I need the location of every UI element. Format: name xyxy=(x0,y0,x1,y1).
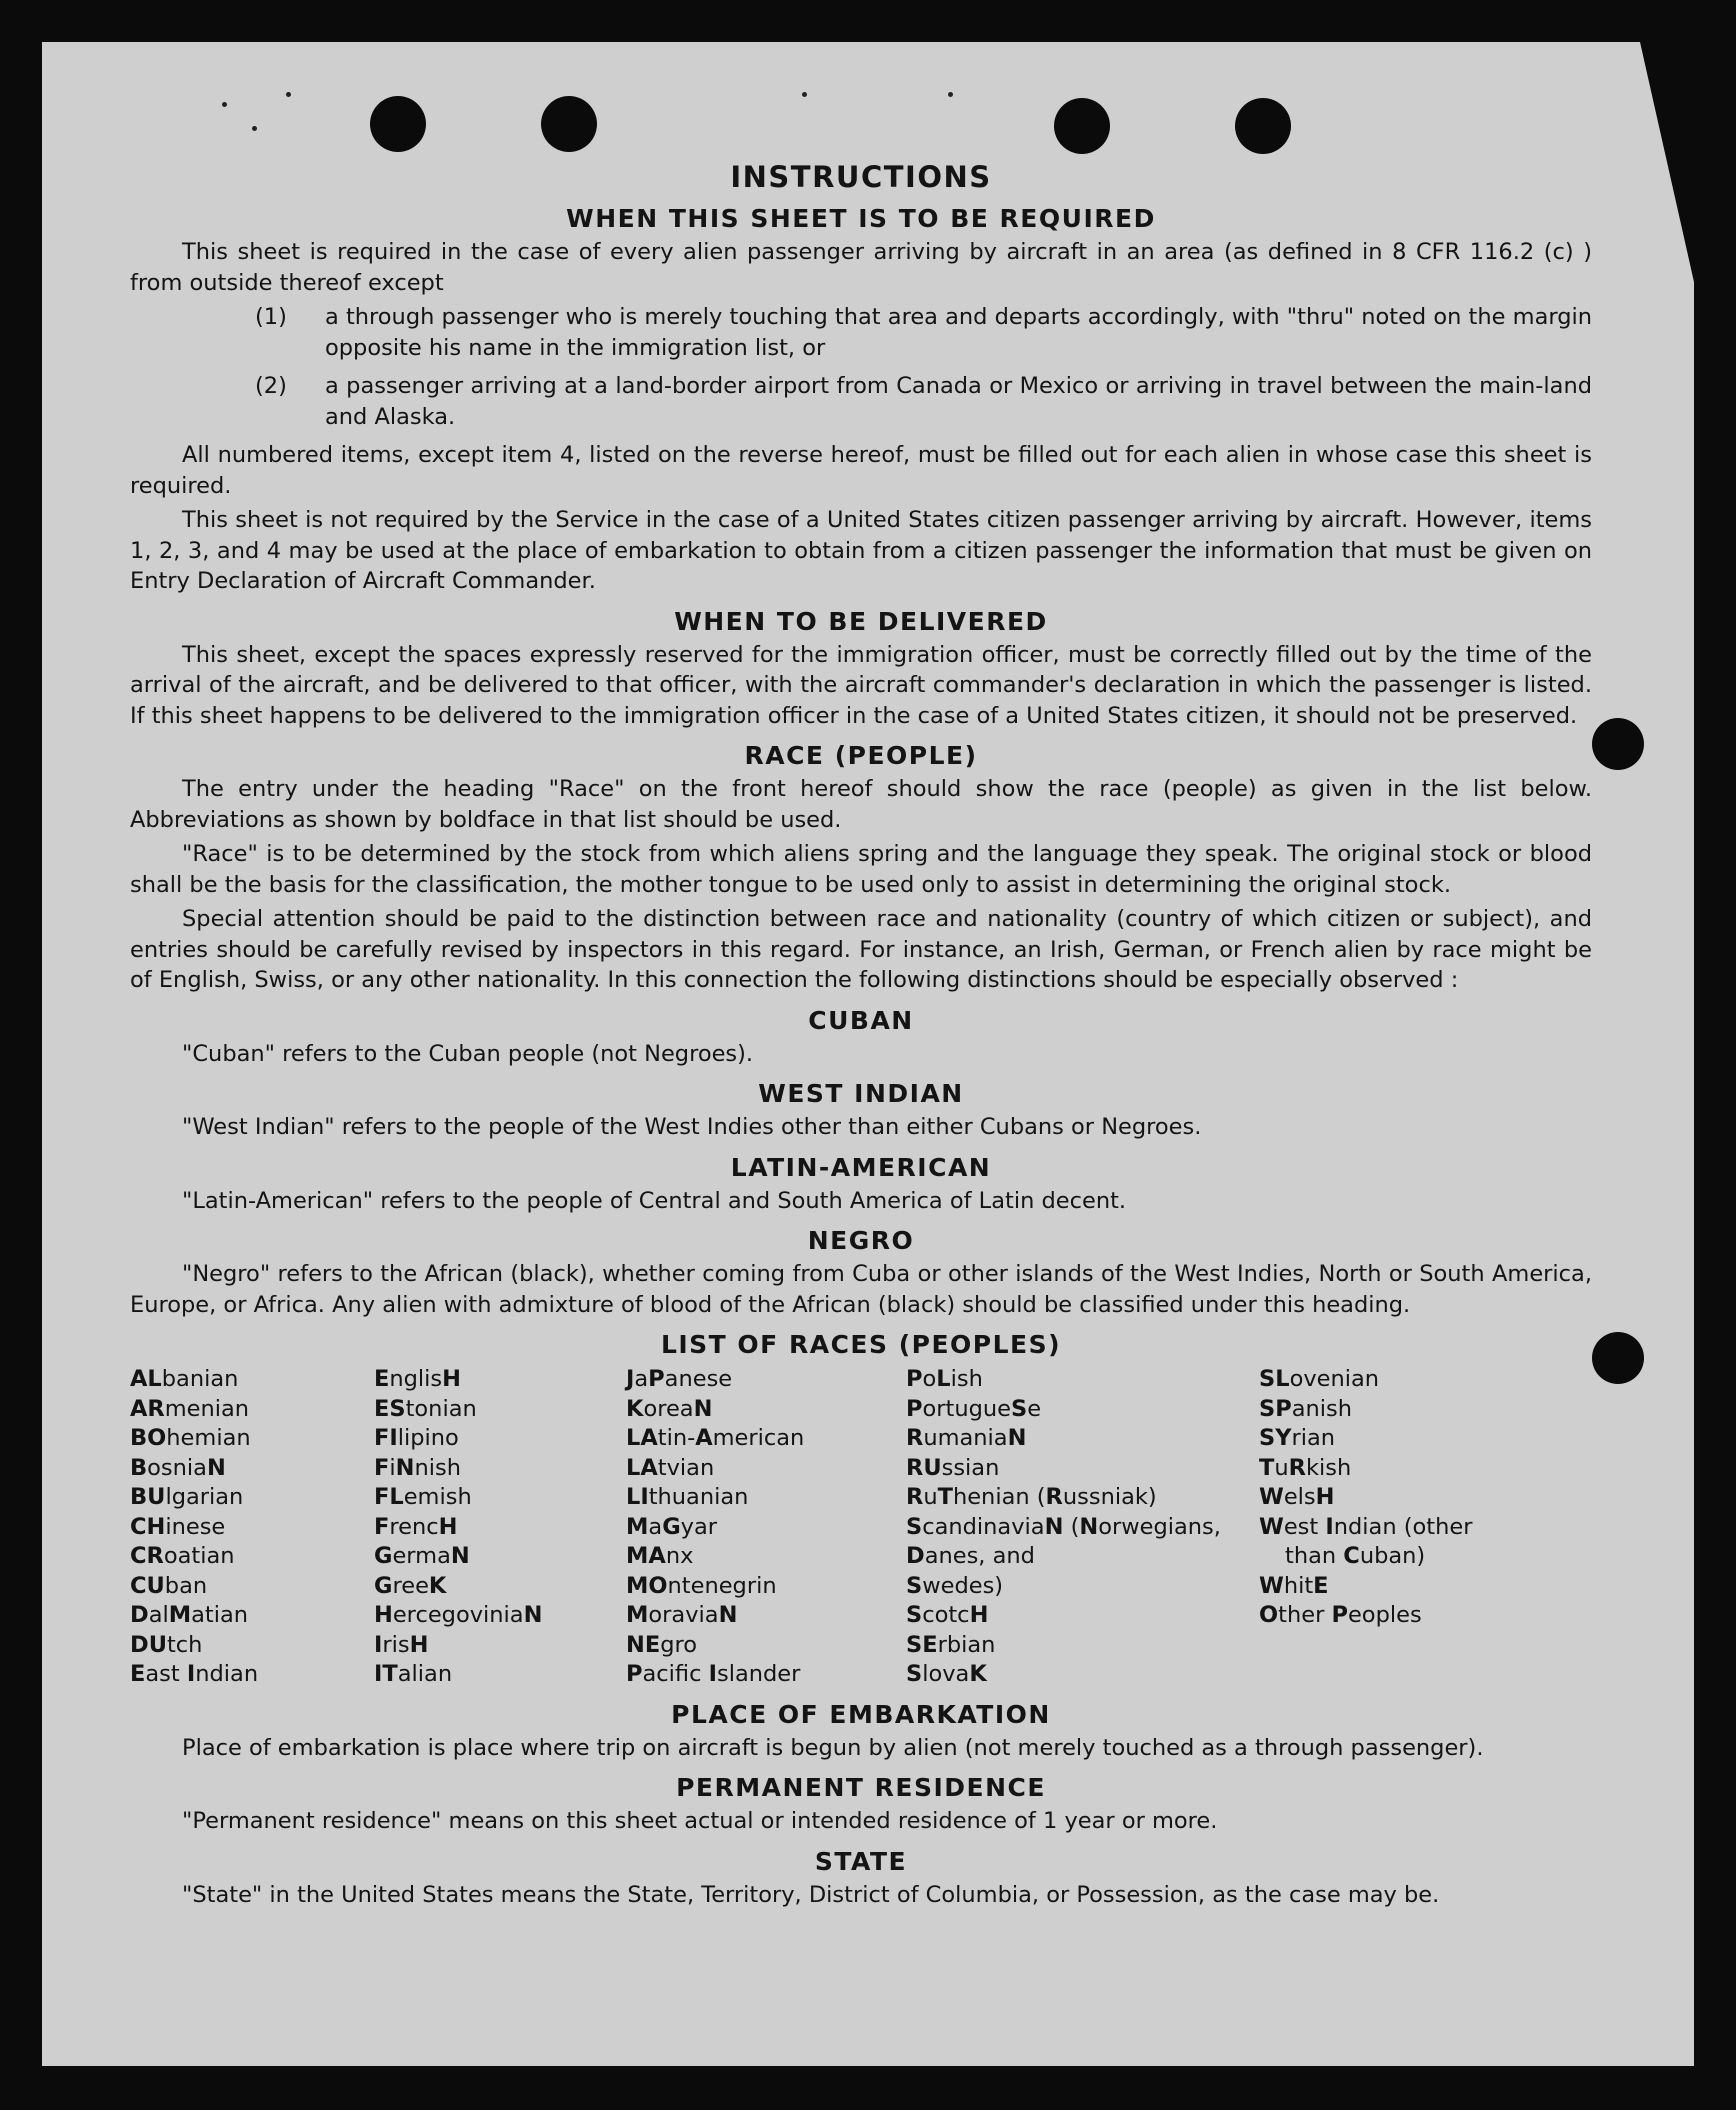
race-entry: SYrian xyxy=(1259,1425,1336,1451)
race-entry: RUssian xyxy=(906,1454,1000,1481)
race-entry: LIthuanian xyxy=(626,1484,749,1510)
punch-hole xyxy=(370,96,426,152)
instructions-content xyxy=(130,160,1592,1914)
race-entry: CHinese xyxy=(130,1513,226,1540)
page-title: INSTRUCTIONS xyxy=(730,160,992,194)
race-entry: WelsH xyxy=(1259,1484,1335,1510)
paragraph: This sheet, except the spaces expressly reserved for the immigration officer, must be correctly filled out by the time of the arrival of the aircraft, and be delivered to that officer, with the aircraft commander's declaration in which the passenger is listed. If this sheet happens to be delivered to the immigration officer in the case of a United States citizen, it should not be preserved. xyxy=(130,641,1592,729)
paragraph: "Race" is to be determined by the stock from which aliens spring and the language they speak. The original stock or blood shall be the basis for the classification, the mother tongue to be used only to assist in determining the original stock. xyxy=(130,841,1592,898)
race-column xyxy=(374,1365,626,1690)
speck xyxy=(802,92,807,97)
race-entry: EStonian xyxy=(374,1395,477,1422)
section-heading: NEGRO xyxy=(807,1226,915,1255)
paragraph: "Permanent residence" means on this sheet actual or intended residence of 1 year or more. xyxy=(182,1808,1218,1834)
punch-hole xyxy=(1592,1332,1644,1384)
section-heading: WEST INDIAN xyxy=(758,1079,964,1108)
section-heading: PLACE OF EMBARKATION xyxy=(671,1699,1051,1729)
paragraph: The entry under the heading "Race" on the front hereof should show the race (people) as given in the list below. Abbreviations as shown by boldface in that list should be used. xyxy=(130,776,1592,833)
paragraph: Special attention should be paid to the distinction between race and nationality (country of which citizen or subject), and entries should be carefully revised by inspectors in this regard. For instance, an Irish, German, or French alien by race might be of English, Swiss, or any other nationality. In this connection the following distinctions should be especially observed : xyxy=(130,906,1592,993)
section-heading: WHEN TO BE DELIVERED xyxy=(674,606,1048,636)
race-column xyxy=(906,1365,1259,1690)
race-entry: WhitE xyxy=(1259,1572,1329,1599)
paragraph: "Negro" refers to the African (black), whether coming from Cuba or other islands of the West Indies, North or South America, Europe, or Africa. Any alien with admixture of blood of the African (black) should be classified under this heading. xyxy=(130,1261,1592,1318)
race-entry: BUlgarian xyxy=(130,1484,244,1510)
paragraph: Place of embarkation is place where trip on aircraft is begun by alien (not merely touched as a through passenger). xyxy=(182,1734,1484,1761)
race-entry: LAtvian xyxy=(626,1454,715,1481)
section-heading: PERMANENT RESIDENCE xyxy=(676,1773,1046,1802)
item-number: (2) xyxy=(255,373,287,399)
race-entry: KoreaN xyxy=(626,1395,713,1422)
race-entry: ARmenian xyxy=(130,1395,250,1422)
race-entry: CRoatian xyxy=(130,1543,235,1569)
race-entry: FIlipino xyxy=(374,1425,459,1451)
race-entry: BOhemian xyxy=(130,1425,251,1451)
race-entry: MAnx xyxy=(626,1543,694,1569)
section-heading: STATE xyxy=(814,1846,908,1876)
race-entry: Other Peoples xyxy=(1259,1602,1422,1628)
race-entry: Pacific Islander xyxy=(626,1661,801,1687)
paragraph: "Cuban" refers to the Cuban people (not Negroes). xyxy=(182,1040,754,1067)
paragraph: "State" in the United States means the State, Territory, District of Columbia, or Possession, as the case may be. xyxy=(182,1881,1440,1908)
race-entry: BosniaN xyxy=(130,1454,226,1481)
race-entry: MaGyar xyxy=(626,1513,718,1540)
race-entry: East Indian xyxy=(130,1661,259,1687)
item-number: (1) xyxy=(255,304,287,330)
paragraph: All numbered items, except item 4, listed on the reverse hereof, must be filled out for each alien in whose case this sheet is required. xyxy=(130,442,1592,499)
race-entry: EnglisH xyxy=(374,1366,461,1392)
race-entry: GermaN xyxy=(374,1543,470,1569)
race-entry: ScandinaviaN (Norwegians, xyxy=(906,1513,1221,1540)
race-entry: GreeK xyxy=(374,1572,447,1599)
race-entry: MOntenegrin xyxy=(626,1572,777,1599)
paragraph: This sheet is not required by the Service in the case of a United States citizen passenger arriving by aircraft. However, items 1, 2, 3, and 4 may be used at the place of embarkation to obtain from a citizen passenger the information that must be given on Entry Declaration of Aircraft Commander. xyxy=(130,507,1592,594)
item-text: a passenger arriving at a land-border airport from Canada or Mexico or arriving in travel between the main-land and Alaska. xyxy=(325,373,1592,430)
speck xyxy=(252,126,257,131)
section-heading: LIST OF RACES (PEOPLES) xyxy=(660,1330,1062,1359)
race-column xyxy=(626,1365,906,1690)
race-entry: SErbian xyxy=(906,1631,996,1658)
race-entry: Swedes) xyxy=(906,1572,1004,1599)
paragraph: This sheet is required in the case of every alien passenger arriving by aircraft in an area (as defined in 8 CFR 116.2 (c) ) from outside thereof except xyxy=(130,239,1592,296)
race-entry: MoraviaN xyxy=(626,1602,738,1628)
race-entry: SPanish xyxy=(1259,1395,1353,1422)
section-heading: LATIN-AMERICAN xyxy=(730,1152,992,1182)
race-entry: LAtin-American xyxy=(626,1425,805,1451)
paragraph: "West Indian" refers to the people of the West Indies other than either Cubans or Negroes. xyxy=(182,1114,1202,1140)
race-entry: ITalian xyxy=(374,1661,453,1687)
race-entry: FLemish xyxy=(374,1484,472,1510)
punch-hole xyxy=(1054,98,1110,154)
punch-hole xyxy=(541,96,597,152)
race-entry: PoLish xyxy=(906,1366,983,1392)
exception-item xyxy=(130,302,1592,363)
race-entry: FrencH xyxy=(374,1513,458,1540)
section-heading: RACE (PEOPLE) xyxy=(744,741,978,770)
race-entry: DUtch xyxy=(130,1631,203,1658)
section-heading: WHEN THIS SHEET IS TO BE REQUIRED xyxy=(566,204,1156,233)
race-entry: PortugueSe xyxy=(906,1395,1042,1422)
race-entry: JaPanese xyxy=(626,1366,733,1392)
speck xyxy=(286,92,291,97)
item-text: a through passenger who is merely touching that area and departs accordingly, with "thru" noted on the margin opposite his name in the immigration list, or xyxy=(325,304,1592,361)
race-list xyxy=(130,1365,1592,1690)
punch-hole xyxy=(1592,718,1644,770)
punch-hole xyxy=(1235,98,1291,154)
race-entry: TuRkish xyxy=(1259,1454,1352,1481)
race-column xyxy=(130,1365,374,1690)
race-entry: than Cuban) xyxy=(1285,1543,1426,1569)
race-entry: Danes, and xyxy=(906,1543,1035,1569)
race-entry: RumaniaN xyxy=(906,1425,1027,1451)
race-entry: West Indian (other xyxy=(1259,1513,1473,1540)
speck xyxy=(948,92,953,97)
race-entry: CUban xyxy=(130,1572,208,1599)
race-entry: RuThenian (Russniak) xyxy=(906,1484,1157,1510)
race-entry: DalMatian xyxy=(130,1602,249,1628)
race-entry: HercegoviniaN xyxy=(374,1602,543,1628)
race-entry: ScotcH xyxy=(906,1602,989,1628)
race-entry: FiNnish xyxy=(374,1454,461,1481)
section-heading: CUBAN xyxy=(808,1005,914,1035)
paragraph: "Latin-American" refers to the people of Central and South America of Latin decent. xyxy=(182,1187,1127,1214)
race-entry: SlovaK xyxy=(906,1661,987,1687)
race-column xyxy=(1259,1365,1589,1690)
race-entry: IrisH xyxy=(374,1631,429,1658)
race-entry: SLovenian xyxy=(1259,1366,1380,1392)
race-entry: NEgro xyxy=(626,1631,698,1658)
exception-item xyxy=(130,371,1592,432)
race-entry: ALbanian xyxy=(130,1366,239,1392)
speck xyxy=(222,102,227,107)
